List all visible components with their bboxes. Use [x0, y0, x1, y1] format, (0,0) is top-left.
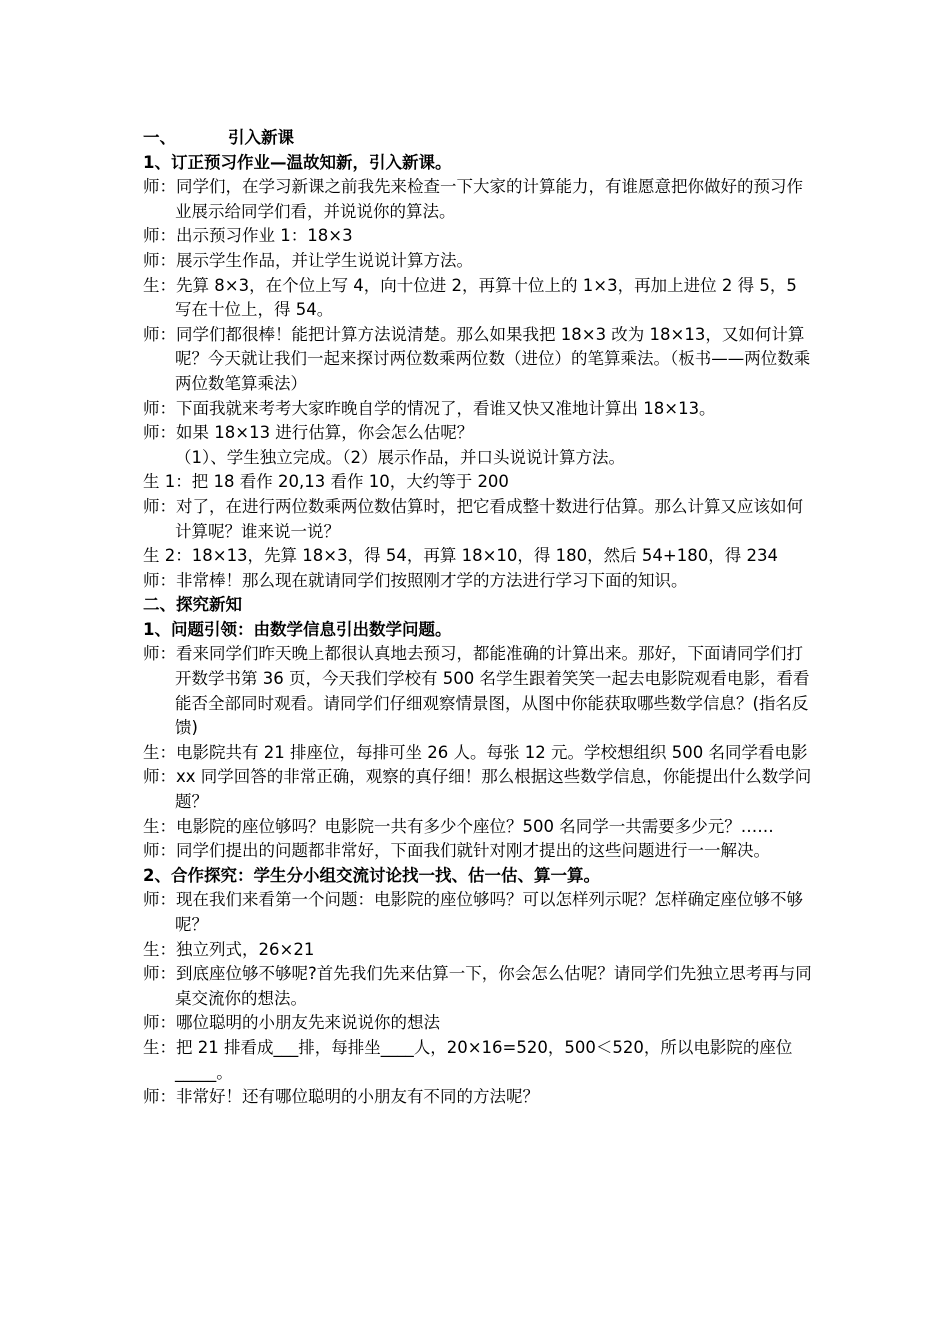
document-page [143, 126, 813, 1110]
subsection-heading: 1、订正预习作业—温故知新，引入新课。 [143, 152, 452, 172]
paragraph: 师：到底座位够不够呢?首先我们先来估算一下，你会怎么估呢？请同学们先独立思考再与同桌交流你的想法。 [143, 964, 812, 1008]
paragraph: 师：下面我就来考考大家昨晚自学的情况了，看谁又快又准地计算出 18×13。 [143, 398, 716, 418]
subsection-heading: 1、问题引领：由数学信息引出数学问题。 [143, 619, 452, 639]
paragraph: 师：非常好！还有哪位聪明的小朋友有不同的方法呢？ [143, 1087, 539, 1107]
paragraph: 师：如果 18×13 进行估算，你会怎么估呢？ [143, 423, 474, 443]
section-heading-2: 二、探究新知 [143, 595, 242, 615]
paragraph: 师：看来同学们昨天晚上都很认真地去预习，都能准确的计算出来。那好，下面请同学们打开数学书第 36 页，今天我们学校有 500 名学生跟着笑笑一起去电影院观看电影，看看能否全部同时观看。请同学们仔细观察情景图，从图中你能获取哪些数学信息？(指名反馈) [143, 644, 810, 738]
paragraph: 生：电影院的座位够吗？电影院一共有多少个座位？500 名同学一共需要多少元？…… [143, 816, 774, 836]
paragraph: 生 2：18×13，先算 18×3，得 54，再算 18×10，得 180，然后 54+180，得 234 [143, 546, 778, 566]
paragraph: 生：独立列式，26×21 [143, 939, 315, 959]
subsection-heading: 2、合作探究：学生分小组交流讨论找一找、估一估、算一算。 [143, 865, 600, 885]
paragraph: 生：先算 8×3，在个位上写 4，向十位进 2，再算十位上的 1×3，再加上进位 2 得 5，5 写在十位上，得 54。 [143, 275, 797, 320]
paragraph: 师：同学们提出的问题都非常好，下面我们就针对刚才提出的这些问题进行一一解决。 [143, 841, 770, 861]
paragraph: 生 1：把 18 看作 20,13 看作 10，大约等于 200 [143, 472, 509, 492]
paragraph: （1）、学生独立完成。（2）展示作品，并口头说说计算方法。 [175, 447, 625, 467]
paragraph: 师：同学们都很棒！能把计算方法说清楚。那么如果我把 18×3 改为 18×13，又如何计算呢？今天就让我们一起来探讨两位数乘两位数（进位）的笔算乘法。（板书——两位数乘两位数笔算乘法） [143, 324, 811, 393]
paragraph: 师：同学们，在学习新课之前我先来检查一下大家的计算能力，有谁愿意把你做好的预习作业展示给同学们看，并说说你的算法。 [143, 177, 803, 221]
paragraph: 师：对了，在进行两位数乘两位数估算时，把它看成整十数进行估算。那么计算又应该如何计算呢？谁来说一说？ [143, 496, 803, 541]
heading-text: 引入新课 [228, 128, 294, 147]
paragraph: 生：把 21 排看成___排，每排坐____人，20×16=520，500＜520，所以电影院的座位_____。 [143, 1037, 793, 1082]
section-heading-1 [143, 126, 813, 151]
paragraph: 生：电影院共有 21 排座位，每排可坐 26 人。每张 12 元。学校想组织 500 名同学看电影 [143, 742, 808, 762]
paragraph: 师：出示预习作业 1：18×3 [143, 226, 353, 246]
heading-number: 一、 [143, 128, 176, 147]
paragraph: 师：非常棒！那么现在就请同学们按照刚才学的方法进行学习下面的知识。 [143, 570, 688, 590]
paragraph: 师：哪位聪明的小朋友先来说说你的想法 [143, 1013, 440, 1033]
paragraph: 师：xx 同学回答的非常正确，观察的真仔细！那么根据这些数学信息，你能提出什么数学问题？ [143, 767, 812, 812]
paragraph: 师：现在我们来看第一个问题：电影院的座位够吗？可以怎样列示呢？怎样确定座位够不够呢？ [143, 890, 803, 934]
paragraph: 师：展示学生作品，并让学生说说计算方法。 [143, 250, 473, 270]
